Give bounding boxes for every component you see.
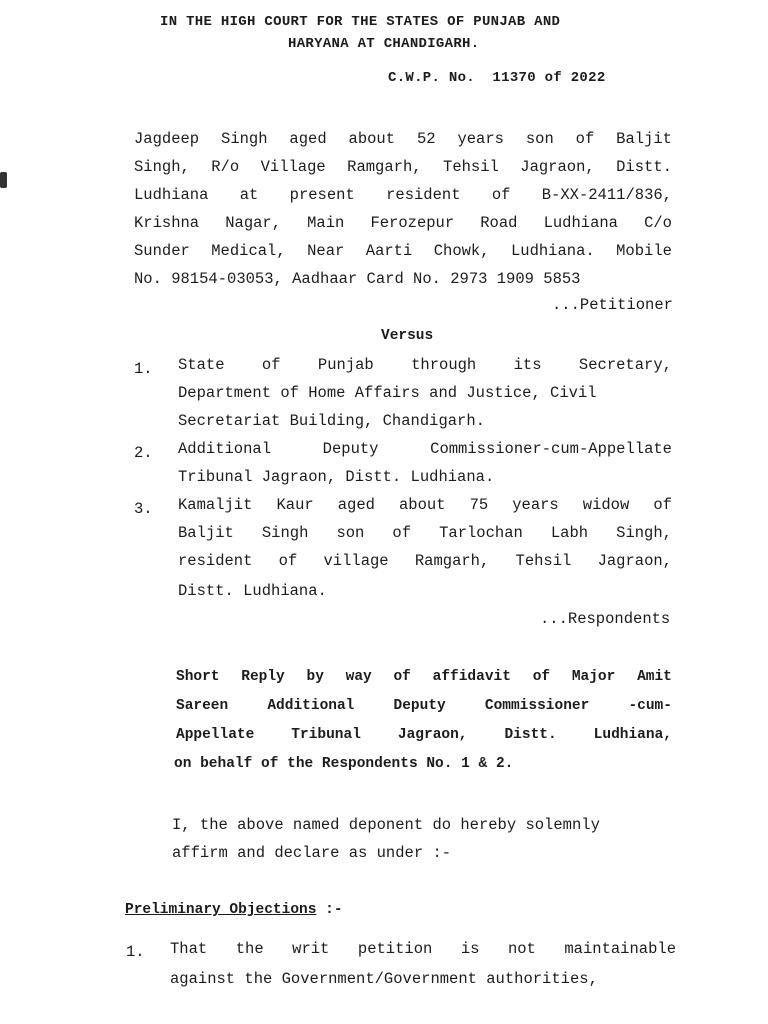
word: -cum- bbox=[628, 698, 672, 714]
word: of bbox=[532, 669, 551, 685]
court-title-line-2: HARYANA AT CHANDIGARH. bbox=[288, 36, 480, 52]
word: present bbox=[289, 186, 355, 204]
word: widow bbox=[582, 496, 630, 514]
word: B-XX-2411/836, bbox=[541, 186, 672, 204]
word: at bbox=[239, 186, 259, 204]
word: of bbox=[278, 552, 298, 570]
word: Distt. bbox=[504, 727, 557, 743]
word: of bbox=[393, 669, 411, 685]
word: Tarlochan bbox=[439, 524, 523, 542]
word: Kamaljit bbox=[178, 496, 253, 514]
word: 75 bbox=[469, 496, 489, 514]
word: years bbox=[512, 496, 559, 514]
word: maintainable bbox=[564, 940, 676, 958]
word: way bbox=[345, 669, 372, 685]
word: Ludhiana bbox=[543, 214, 618, 232]
respondents-role: ...Respondents bbox=[540, 610, 671, 628]
respondent-2-line-1 bbox=[178, 440, 672, 458]
word: affidavit bbox=[432, 669, 511, 685]
margin-binding-mark bbox=[0, 172, 7, 188]
objection-1-line-2: against the Government/Government authorities, bbox=[170, 970, 598, 988]
word: Commissioner bbox=[484, 698, 590, 714]
word: through bbox=[411, 356, 477, 374]
respondent-1-line-2: Department of Home Affairs and Justice, Civil bbox=[178, 384, 597, 402]
word: Village bbox=[260, 158, 326, 176]
preliminary-objections-suffix: :- bbox=[316, 902, 343, 918]
case-number-label: C.W.P. No. bbox=[388, 70, 476, 86]
word: Deputy bbox=[322, 440, 379, 458]
respondent-3-line-2 bbox=[178, 524, 672, 542]
case-number bbox=[388, 70, 606, 86]
word: not bbox=[507, 940, 536, 958]
word: of bbox=[392, 524, 412, 542]
word: Tehsil bbox=[443, 158, 499, 176]
preliminary-objections-heading bbox=[125, 902, 343, 918]
word: Distt. bbox=[616, 158, 672, 176]
objection-1-number: 1. bbox=[126, 943, 145, 961]
word: years bbox=[457, 130, 504, 148]
word: Appellate bbox=[176, 727, 255, 743]
word: State bbox=[178, 356, 225, 374]
word: Nagar, bbox=[225, 214, 282, 232]
short-reply-line-4: on behalf of the Respondents No. 1 & 2. bbox=[174, 756, 514, 772]
word: Major bbox=[571, 669, 616, 685]
word: resident bbox=[386, 186, 461, 204]
respondent-2-line-2: Tribunal Jagraon, Distt. Ludhiana. bbox=[178, 468, 495, 486]
word: Baljit bbox=[178, 524, 234, 542]
petitioner-role: ...Petitioner bbox=[552, 296, 673, 314]
word: Ludhiana bbox=[134, 186, 209, 204]
word: Main bbox=[307, 214, 345, 232]
word: Ramgarh, bbox=[414, 552, 490, 570]
word: Additional bbox=[267, 698, 355, 714]
objection-1-line-1 bbox=[170, 940, 676, 958]
respondent-1-number: 1. bbox=[134, 360, 153, 378]
word: of bbox=[653, 496, 672, 514]
word: Reply bbox=[241, 669, 285, 685]
word: Singh bbox=[221, 130, 268, 148]
petitioner-line-1 bbox=[134, 130, 672, 148]
respondent-1-line-3: Secretariat Building, Chandigarh. bbox=[178, 412, 485, 430]
word: son bbox=[336, 524, 365, 542]
word: Sareen bbox=[176, 698, 229, 714]
word: Mobile bbox=[616, 242, 672, 260]
word: of bbox=[491, 186, 511, 204]
respondent-3-line-1 bbox=[178, 496, 672, 514]
word: Chowk, bbox=[433, 242, 490, 260]
petitioner-line-5 bbox=[134, 242, 672, 260]
word: Jagdeep bbox=[134, 130, 200, 148]
word: C/o bbox=[644, 214, 672, 232]
word: That bbox=[170, 940, 208, 958]
word: of bbox=[261, 356, 281, 374]
word: Ludhiana. bbox=[510, 242, 595, 260]
word: Kaur bbox=[276, 496, 314, 514]
affirmation-line-1: I, the above named deponent do hereby solemnly bbox=[172, 816, 600, 834]
word: Near bbox=[307, 242, 345, 260]
preliminary-objections-title: Preliminary Objections bbox=[125, 902, 317, 918]
word: Sunder bbox=[134, 242, 190, 260]
petitioner-line-3 bbox=[134, 186, 672, 204]
respondent-3-line-4: Distt. Ludhiana. bbox=[178, 582, 327, 600]
word: 52 bbox=[416, 130, 436, 148]
case-number-value: 11370 of 2022 bbox=[492, 70, 606, 86]
petitioner-line-2 bbox=[134, 158, 672, 176]
word: Ramgarh, bbox=[347, 158, 422, 176]
word: Ludhiana, bbox=[593, 727, 672, 743]
short-reply-line-3 bbox=[176, 727, 672, 743]
word: aged bbox=[337, 496, 375, 514]
word: Jagraon, bbox=[397, 727, 468, 743]
word: Medical, bbox=[211, 242, 286, 260]
word: R/o bbox=[211, 158, 240, 176]
word: Amit bbox=[637, 669, 672, 685]
word: resident bbox=[178, 552, 253, 570]
word: Labh bbox=[550, 524, 589, 542]
word: petition bbox=[357, 940, 433, 958]
word: Commissioner-cum-Appellate bbox=[430, 440, 672, 458]
word: Short bbox=[176, 669, 220, 685]
word: is bbox=[460, 940, 480, 958]
word: its bbox=[513, 356, 542, 374]
petitioner-line-4 bbox=[134, 214, 672, 232]
word: Jagraon, bbox=[520, 158, 595, 176]
word: about bbox=[348, 130, 396, 148]
affirmation-line-2: affirm and declare as under :- bbox=[172, 844, 452, 862]
respondent-3-number: 3. bbox=[134, 500, 153, 518]
word: son bbox=[525, 130, 554, 148]
short-reply-line-2 bbox=[176, 698, 672, 714]
word: aged bbox=[289, 130, 327, 148]
versus-heading: Versus bbox=[381, 328, 434, 344]
word: Singh, bbox=[134, 158, 190, 176]
word: Ferozepur bbox=[370, 214, 455, 232]
word: Deputy bbox=[393, 698, 446, 714]
word: about bbox=[399, 496, 446, 514]
petitioner-line-6: No. 98154-03053, Aadhaar Card No. 2973 1909 5853 bbox=[134, 270, 581, 288]
respondent-3-line-3 bbox=[178, 552, 672, 570]
word: Additional bbox=[178, 440, 272, 458]
word: the bbox=[235, 940, 264, 958]
word: Tehsil bbox=[515, 552, 572, 570]
word: Secretary, bbox=[578, 356, 672, 374]
word: Aarti bbox=[365, 242, 413, 260]
word: writ bbox=[292, 940, 330, 958]
word: Singh, bbox=[616, 524, 672, 542]
word: village bbox=[323, 552, 389, 570]
word: Tribunal bbox=[291, 727, 361, 743]
word: Jagraon, bbox=[597, 552, 672, 570]
word: Krishna bbox=[134, 214, 200, 232]
short-reply-line-1 bbox=[176, 669, 672, 685]
respondent-2-number: 2. bbox=[134, 444, 153, 462]
word: Baljit bbox=[616, 130, 672, 148]
word: of bbox=[575, 130, 595, 148]
word: by bbox=[306, 669, 324, 685]
respondent-1-line-1 bbox=[178, 356, 672, 374]
word: Singh bbox=[261, 524, 309, 542]
word: Punjab bbox=[317, 356, 374, 374]
court-title-line-1: IN THE HIGH COURT FOR THE STATES OF PUNJAB AND bbox=[160, 14, 561, 30]
word: Road bbox=[480, 214, 518, 232]
